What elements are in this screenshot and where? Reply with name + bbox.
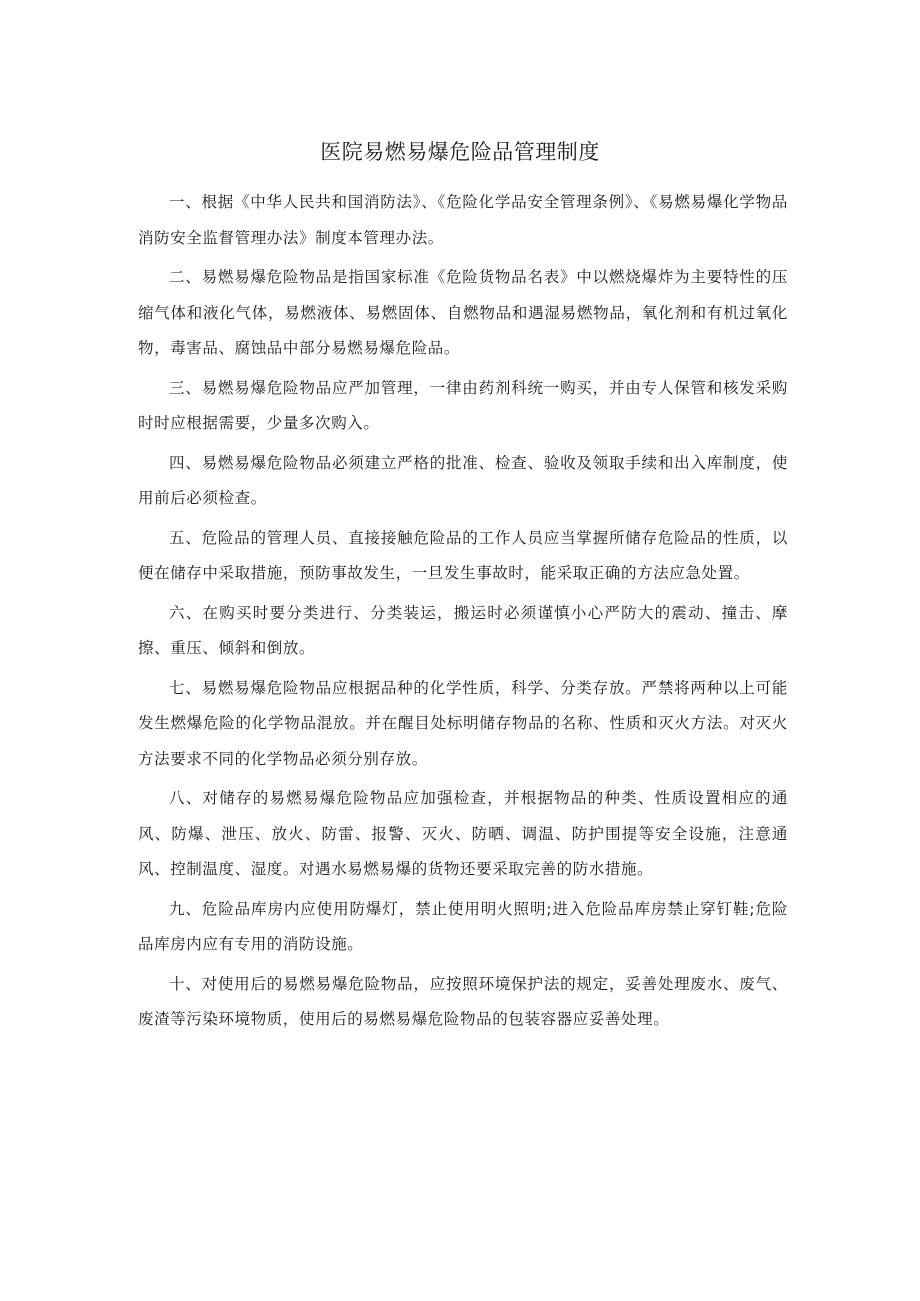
document-body (138, 185, 788, 1042)
paragraph-2: 二、易燃易爆危险物品是指国家标准《危险货物品名表》中以燃烧爆炸为主要特性的压缩气体和液化气体，易燃液体、易燃固体、自燃物品和遇湿易燃物品，氧化剂和有机过氧化物，毒害品、腐蚀品中部分易燃易爆危险品。 (138, 268, 788, 357)
paragraph-7: 七、易燃易爆危险物品应根据品种的化学性质，科学、分类存放。严禁将两种以上可能发生燃爆危险的化学物品混放。并在醒目处标明储存物品的名称、性质和灭火方法。对灭火方法要求不同的化学物品必须分别存放。 (138, 678, 788, 768)
paragraph-10: 十、对使用后的易燃易爆危险物品，应按照环境保护法的规定，妥善处理废水、废气、废渣等污染环境物质，使用后的易燃易爆危险物品的包装容器应妥善处理。 (138, 974, 788, 1028)
paragraph-9: 九、危险品库房内应使用防爆灯，禁止使用明火照明;进入危险品库房禁止穿钉鞋;危险品库房内应有专用的消防设施。 (138, 899, 788, 953)
document-title: 医院易燃易爆危险品管理制度 (320, 140, 600, 164)
paragraph-6: 六、在购买时要分类进行、分类装运，搬运时必须谨慎小心严防大的震动、撞击、摩擦、重压、倾斜和倒放。 (138, 603, 788, 657)
paragraph-8: 八、对储存的易燃易爆危险物品应加强检查，并根据物品的种类、性质设置相应的通风、防爆、泄压、放火、防雷、报警、灭火、防晒、调温、防护围提等安全设施，注意通风、控制温度、湿度。对遇水易燃易爆的货物还要采取完善的防水措施。 (138, 789, 788, 878)
paragraph-4: 四、易燃易爆危险物品必须建立严格的批准、检查、验收及领取手续和出入库制度，使用前后必须检查。 (138, 453, 788, 507)
paragraph-3: 三、易燃易爆危险物品应严加管理，一律由药剂科统一购买，并由专人保管和核发采购时时应根据需要，少量多次购入。 (138, 378, 788, 432)
paragraph-1: 一、根据《中华人民共和国消防法》、《危险化学品安全管理条例》、《易燃易爆化学物品消防安全监督管理办法》制度本管理办法。 (138, 193, 788, 247)
paragraph-5: 五、危险品的管理人员、直接接触危险品的工作人员应当掌握所储存危险品的性质，以便在储存中采取措施，预防事故发生，一旦发生事故时，能采取正确的方法应急处置。 (138, 528, 788, 582)
